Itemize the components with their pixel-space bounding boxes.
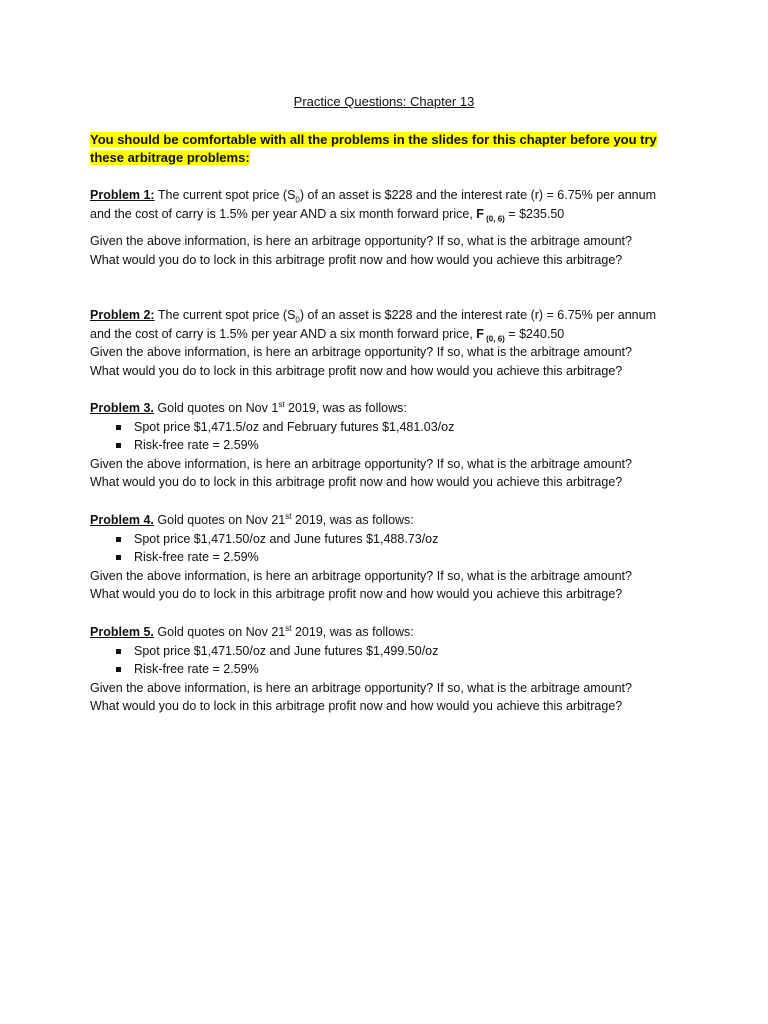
problem-5-bullets <box>90 642 690 679</box>
problem-4-sup: st <box>285 511 292 521</box>
problem-2-text-c: and the cost of carry is 1.5% per year AND a six month forward price, <box>90 326 477 341</box>
problem-5-heading <box>90 623 690 642</box>
problem-4-heading <box>90 511 690 530</box>
list-item: Spot price $1,471.50/oz and June futures $1,488.73/oz <box>90 530 690 549</box>
problem-1-f-label: F <box>476 206 484 221</box>
problem-5-question-1: Given the above information, is here an arbitrage opportunity? If so, what is the arbitrage amount? <box>90 680 632 695</box>
problem-2-sub: 0 <box>295 315 300 325</box>
problem-1 <box>90 186 690 269</box>
list-item: Risk-free rate = 2.59% <box>90 548 690 567</box>
problem-5-heading-a: Gold quotes on Nov 21 <box>153 625 286 639</box>
problem-5-label: Problem 5. <box>90 625 154 639</box>
problem-2-text-d: = $240.50 <box>504 326 565 341</box>
list-item: Spot price $1,471.5/oz and February futures $1,481.03/oz <box>90 418 690 437</box>
problem-4-heading-b: 2019, was as follows: <box>291 513 414 527</box>
problem-3 <box>90 399 690 492</box>
problem-1-text-c: and the cost of carry is 1.5% per year AND a six month forward price, <box>90 206 477 221</box>
problem-2-f-sub: (0, 6) <box>483 334 505 343</box>
problem-1-f-sub: (0, 6) <box>483 214 505 223</box>
problem-2-text-a: The current spot price (S <box>154 308 296 322</box>
page-title: Practice Questions: Chapter 13 <box>293 94 475 109</box>
problem-3-bullets <box>90 418 690 455</box>
problem-3-sup: st <box>278 399 285 409</box>
problem-3-heading-b: 2019, was as follows: <box>284 401 407 415</box>
problem-1-label: Problem 1: <box>90 188 155 202</box>
problem-1-question-2: What would you do to lock in this arbitrage profit now and how would you achieve this arbitrage? <box>90 252 623 267</box>
problem-5-heading-b: 2019, was as follows: <box>291 625 414 639</box>
problem-3-question-2: What would you do to lock in this arbitrage profit now and how would you achieve this arbitrage? <box>90 475 623 489</box>
problem-2-label: Problem 2: <box>90 308 155 322</box>
problem-1-statement-2 <box>90 205 690 224</box>
problem-2-statement <box>90 306 690 325</box>
list-item: Risk-free rate = 2.59% <box>90 436 690 455</box>
problem-4-bullets <box>90 530 690 567</box>
problem-5 <box>90 623 690 716</box>
problem-3-label: Problem 3. <box>90 401 154 415</box>
problem-2-question-1: Given the above information, is here an arbitrage opportunity? If so, what is the arbitrage amount? <box>90 345 632 359</box>
problem-5-sup: st <box>285 623 292 633</box>
problem-3-heading-a: Gold quotes on Nov 1 <box>153 401 279 415</box>
problem-1-question-1: Given the above information, is here an arbitrage opportunity? If so, what is the arbitrage amount? <box>90 234 632 248</box>
problem-2-statement-2 <box>90 325 690 344</box>
problem-4-heading-a: Gold quotes on Nov 21 <box>153 513 286 527</box>
problem-1-text-d: = $235.50 <box>504 206 565 221</box>
problem-1-text-b: ) of an asset is $228 and the interest rate (r) = 6.75% per annum <box>299 188 656 202</box>
problem-3-heading <box>90 399 690 418</box>
problem-3-question-1: Given the above information, is here an arbitrage opportunity? If so, what is the arbitrage amount? <box>90 456 632 471</box>
problem-4 <box>90 511 690 604</box>
problem-1-sub: 0 <box>295 195 300 205</box>
problem-2-f-label: F <box>476 326 484 341</box>
list-item: Spot price $1,471.50/oz and June futures $1,499.50/oz <box>90 642 690 661</box>
intro-text <box>90 131 690 167</box>
list-item: Risk-free rate = 2.59% <box>90 660 690 679</box>
problem-4-question-2: What would you do to lock in this arbitrage profit now and how would you achieve this arbitrage? <box>90 587 623 601</box>
problem-2-question-2: What would you do to lock in this arbitrage profit now and how would you achieve this arbitrage? <box>90 363 623 378</box>
problem-1-text-a: The current spot price (S <box>154 188 296 202</box>
problem-4-label: Problem 4. <box>90 513 154 527</box>
intro-highlight: You should be comfortable with all the problems in the slides for this chapter before you try these arbitrage problems: <box>90 132 657 165</box>
problem-5-question-2: What would you do to lock in this arbitrage profit now and how would you achieve this arbitrage? <box>90 699 623 713</box>
problem-1-statement <box>90 186 690 205</box>
problem-2 <box>90 306 690 380</box>
problem-2-text-b: ) of an asset is $228 and the interest rate (r) = 6.75% per annum <box>299 308 656 322</box>
problem-4-question-1: Given the above information, is here an arbitrage opportunity? If so, what is the arbitrage amount? <box>90 568 632 583</box>
